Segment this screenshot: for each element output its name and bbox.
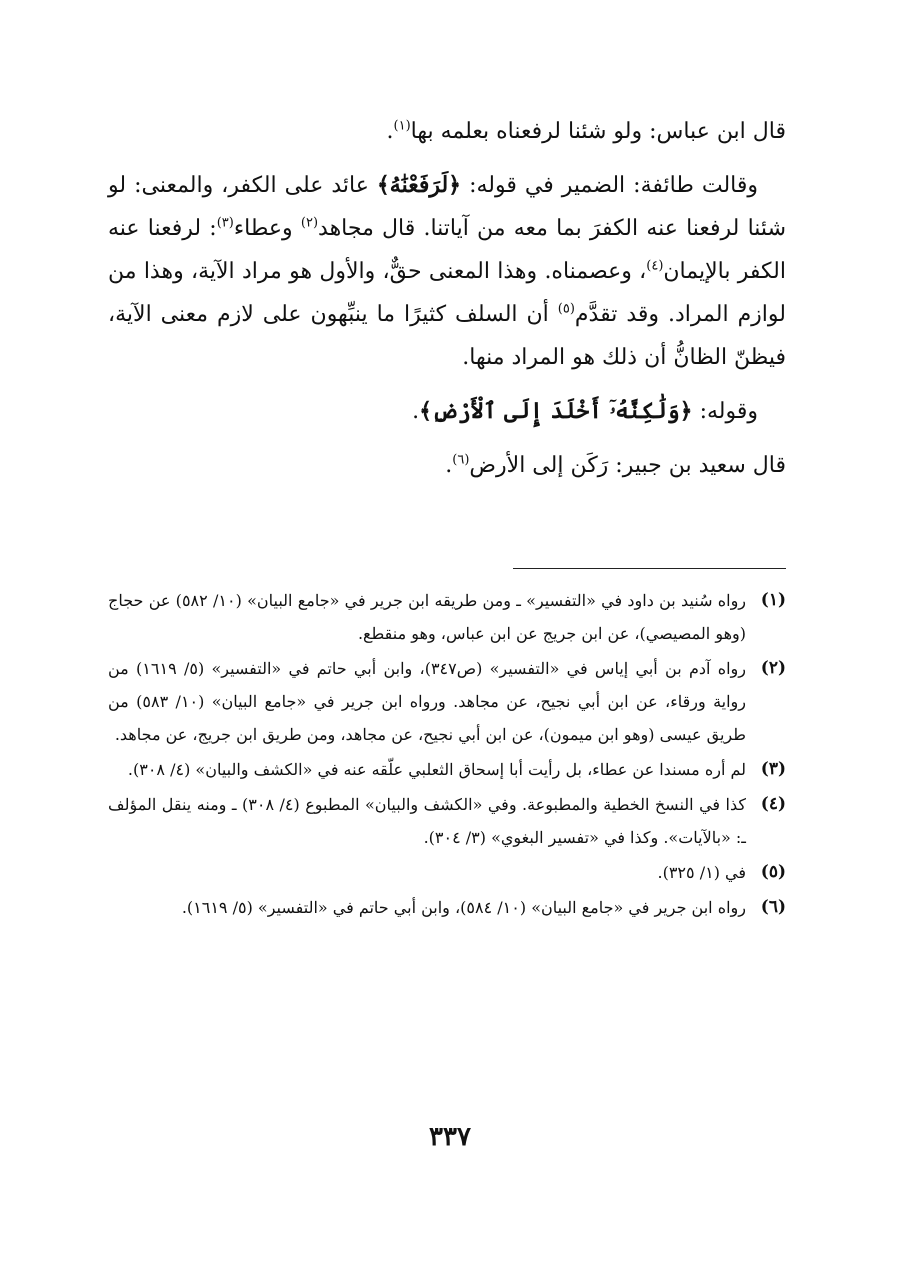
paragraph-text: ، وعصمناه. وهذا المعنى حقٌّ، والأول هو مراد الآية، وهذا من لوازم المراد. وقد تقدَّم [108,259,786,327]
footnote-3 [108,753,786,786]
quran-verse: ﴿لَرَفَعْنَٰهُ﴾ [376,172,462,198]
footnote-number: (٣) [760,759,786,779]
footnote-text: رواه ابن جرير في «جامع البيان» (١٠/ ٥٨٤)، وابن أبي حاتم في «التفسير» (٥/ ١٦١٩). [181,898,746,917]
footnotes [108,584,786,926]
footnote-text: رواه سُنيد بن داود في «التفسير» ـ ومن طريقه ابن جرير في «جامع البيان» (١٠/ ٥٨٢) عن حجاج (وهو المصيصي)، عن ابن جريج عن ابن عباس، وهو منقطع. [108,591,747,643]
footnote-4 [108,788,786,854]
paragraph-text: قال ابن عباس: ولو شئنا لرفعناه بعلمه بها [410,119,786,144]
paragraph-text: وعطاء [233,216,301,241]
footnote-text: لم أره مسندا عن عطاء، بل رأيت أبا إسحاق الثعلبي علّقه عنه في «الكشف والبيان» (٤/ ٣٠٨). [127,760,746,779]
paragraph-text: أن السلف كثيرًا ما ينبِّهون على لازم معنى الآية، فيظنّ الظانُّ أن ذلك هو المراد منها. [108,302,786,370]
main-text [108,110,786,487]
paragraph-text: : لرفعنا عنه الكفر بالإيمان [108,216,786,284]
footnote-number: (٢) [760,658,786,678]
footnote-ref-1[interactable]: (١) [393,118,411,134]
footnote-ref-4[interactable]: (٤) [646,258,664,274]
paragraph-taifa [108,164,786,379]
page-number: ٣٣٧ [429,1122,471,1152]
footnote-5 [108,856,786,889]
footnote-ref-2[interactable]: (٢) [300,215,319,231]
paragraph-end: . [412,399,420,424]
footnote-ref-3[interactable]: (٣) [216,215,234,231]
paragraph-end: . [386,119,394,144]
paragraph-text: وقالت طائفة: الضمير في قوله: [461,173,759,198]
paragraph-text: وقوله: [692,399,758,424]
paragraph-text: قال سعيد بن جبير: رَكَن إلى الأرض [469,453,786,478]
paragraph-text: عائد على الكفر، والمعنى: لو شئنا لرفعنا عنه الكفرَ بما معه من آياتنا. قال مجاهد [108,173,786,241]
footnote-number: (٦) [760,897,786,917]
footnote-ref-6[interactable]: (٦) [452,452,470,468]
footnote-divider [513,568,786,569]
footnote-ref-5[interactable]: (٥) [557,301,575,317]
paragraph-ibn-abbas [108,110,786,153]
footnote-number: (٤) [760,794,786,814]
paragraph-verse [108,390,786,433]
footnote-1 [108,584,786,650]
paragraph-saeed [108,444,786,487]
footnote-2 [108,652,786,751]
quran-verse: ﴿وَلَٰكِنَّهُۥٓ أَخْلَدَ إِلَى ٱلْأَرْضِ﴾ [419,398,693,424]
footnote-text: رواه آدم بن أبي إياس في «التفسير» (ص٣٤٧)، وابن أبي حاتم في «التفسير» (٥/ ١٦١٩) من رواية ورقاء، عن ابن أبي نجيح، عن مجاهد. ورواه ابن جرير في «جامع البيان» (١٠/ ٥٨٣) من طريق عيسى (وهو ابن ميمون)، عن ابن أبي نجيح، عن مجاهد، ومن طريق ابن جريج، عن مجاهد. [108,659,747,744]
footnote-6 [108,891,786,924]
footnote-text: في (١/ ٣٢٥). [657,863,746,882]
footnote-number: (٥) [760,862,786,882]
footnote-text: كذا في النسخ الخطية والمطبوعة. وفي «الكشف والبيان» المطبوع (٤/ ٣٠٨) ـ ومنه ينقل المؤلف ـ: «بالآيات». وكذا في «تفسير البغوي» (٣/ ٣٠٤). [108,795,746,847]
footnote-number: (١) [760,590,786,610]
paragraph-end: . [445,453,453,478]
